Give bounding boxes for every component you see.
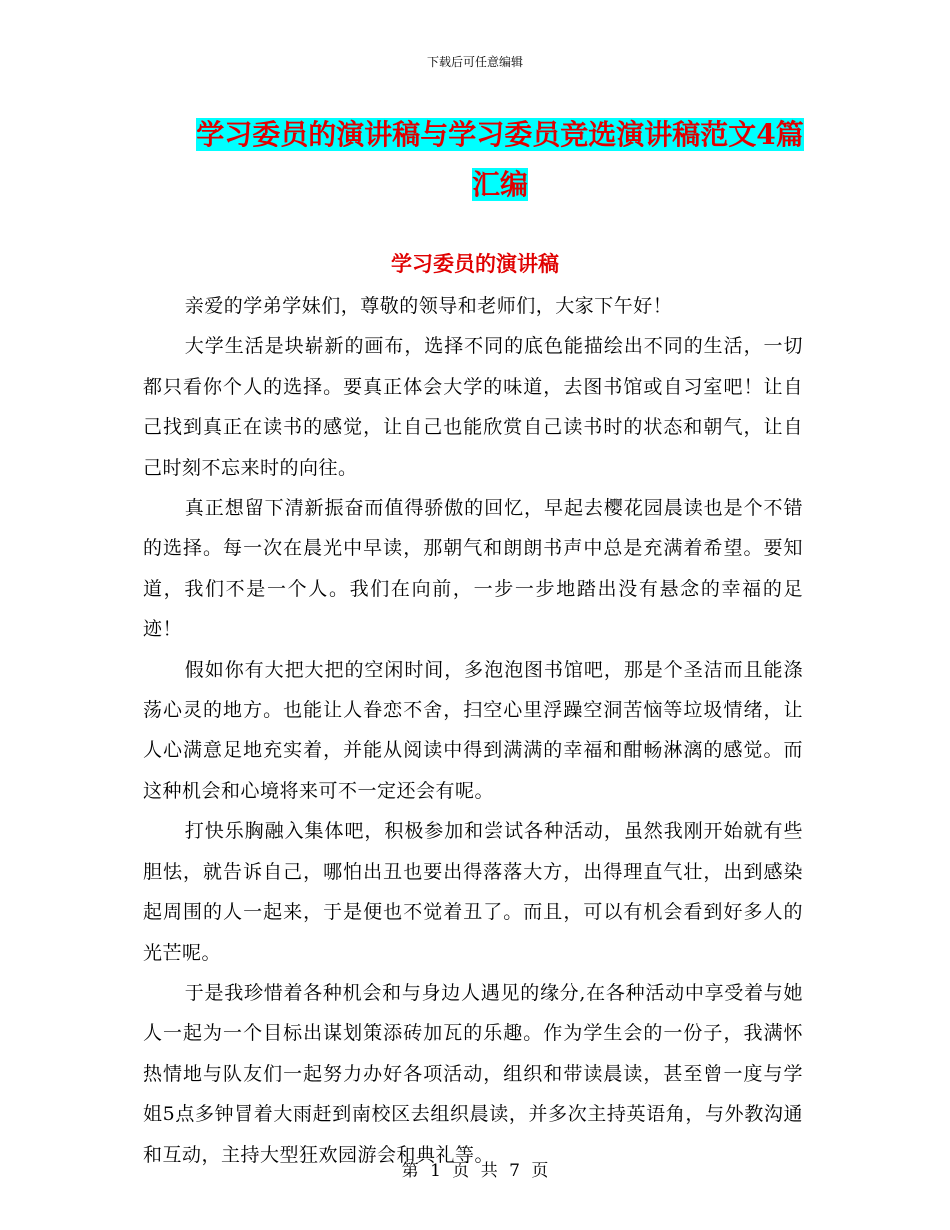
document-title: [195, 110, 805, 210]
document-title-text: 学习委员的演讲稿与学习委员竞选演讲稿范文4篇汇编: [196, 118, 804, 201]
paragraph: 假如你有大把大把的空闲时间，多泡泡图书馆吧，那是个圣洁而且能涤荡心灵的地方。也能让人眷恋不舍，扫空心里浮躁空洞苦恼等垃圾情绪，让人心满意足地充实着，并能从阅读中得到满满的幸福和酣畅淋漓的感觉。而这种机会和心境将来可不一定还会有呢。: [143, 658, 803, 802]
page-header-note: 下载后可任意编辑: [426, 55, 523, 69]
paragraph: 真正想留下清新振奋而值得骄傲的回忆，早起去樱花园晨读也是个不错的选择。每一次在晨光中早读，那朝气和朗朗书声中总是充满着希望。要知道，我们不是一个人。我们在向前，一步一步地踏出没有悬念的幸福的足迹！: [143, 497, 803, 641]
page-footer: 第 1 页 共 7 页: [401, 1161, 549, 1181]
document-body: [143, 286, 803, 1175]
paragraph: 亲爱的学弟学妹们，尊敬的领导和老师们，大家下午好！: [184, 295, 673, 317]
paragraph: 于是我珍惜着各种机会和与身边人遇见的缘分,在各种活动中享受着与她人一起为一个目标出谋划策添砖加瓦的乐趣。作为学生会的一份子，我满怀热情地与队友们一起努力办好各项活动，组织和带读晨读，甚至曾一度与学姐5点多钟冒着大雨赶到南校区去组织晨读，并多次主持英语角，与外教沟通和互动，主持大型狂欢园游会和典礼等。: [143, 981, 803, 1166]
paragraph: 打快乐胸融入集体吧，积极参加和尝试各种活动，虽然我刚开始就有些胆怯，就告诉自己，哪怕出丑也要出得落落大方，出得理直气壮，出到感染起周围的人一起来，于是便也不觉着丑了。而且，可以有机会看到好多人的光芒呢。: [143, 820, 803, 964]
paragraph: 大学生活是块崭新的画布，选择不同的底色能描绘出不同的生活，一切都只看你个人的选择。要真正体会大学的味道，去图书馆或自习室吧！让自己找到真正在读书的感觉，让自己也能欣赏自己读书时的状态和朝气，让自己时刻不忘来时的向往。: [143, 335, 803, 479]
section-title: 学习委员的演讲稿: [391, 251, 559, 276]
